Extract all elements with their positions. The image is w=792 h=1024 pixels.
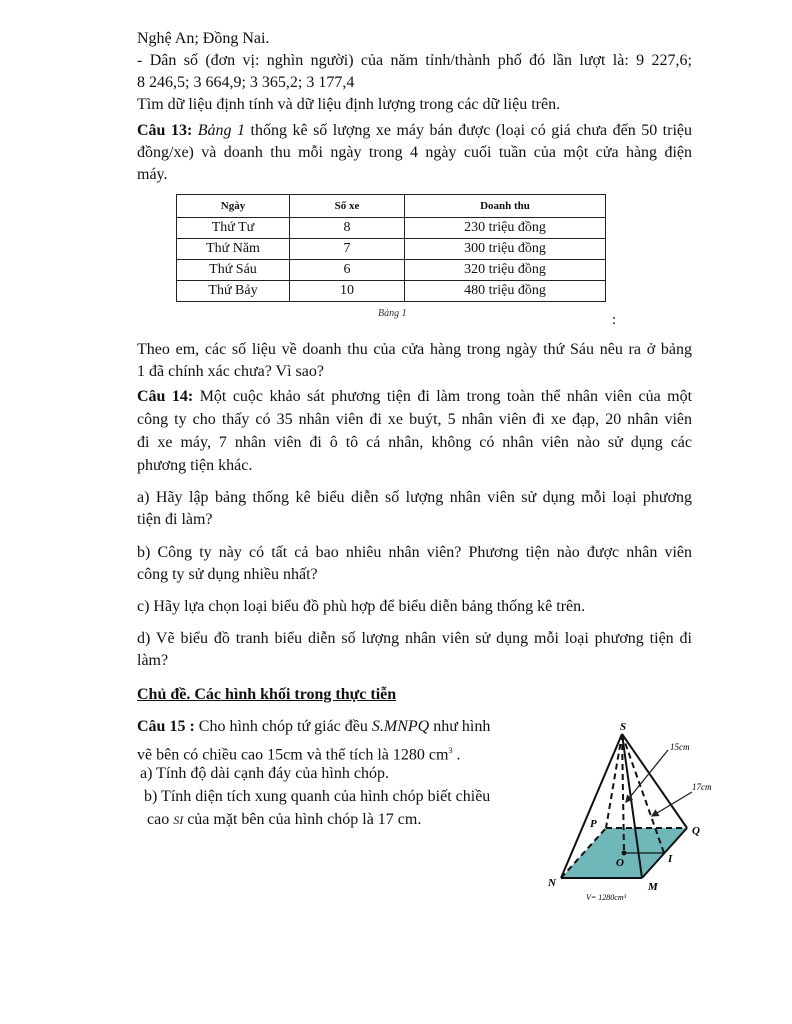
q15-text-2a: vẽ bên có chiều cao 15cm và thể tích là 1280 cm <box>137 746 449 764</box>
q15-var-si: SI <box>173 813 184 827</box>
q15-text-2b: . <box>452 746 461 764</box>
cell-count: 6 <box>290 260 405 281</box>
q15-text-b2a: cao <box>147 811 174 828</box>
q13-table-ref: Bảng 1 <box>197 122 246 139</box>
cell-day: Thứ Bảy <box>177 281 290 302</box>
label-p: P <box>590 818 597 830</box>
sales-table <box>176 194 606 302</box>
trailing-colon: : <box>612 312 617 328</box>
q14-line-1 <box>137 386 692 408</box>
label-s: S <box>620 721 627 733</box>
q14-line-4: phương tiện khác. <box>137 457 253 474</box>
label-n: N <box>548 877 556 889</box>
pyramid-figure <box>540 716 720 906</box>
q13-question-line-1: Theo em, các số liệu về doanh thu của cửa hàng trong ngày thứ Sáu nêu ra ở bảng <box>137 341 692 358</box>
header-count: Số xe <box>290 195 405 218</box>
header-revenue: Doanh thu <box>405 195 606 218</box>
label-i: I <box>668 853 673 865</box>
table-row <box>177 281 606 302</box>
cell-day: Thứ Sáu <box>177 260 290 281</box>
header-day: Ngày <box>177 195 290 218</box>
label-o: O <box>616 857 624 869</box>
q13-label: Câu 13: <box>137 122 193 139</box>
q15-a: a) Tính độ dài cạnh đáy của hình chóp. <box>140 765 389 782</box>
q15-shape-name: S.MNPQ <box>371 718 430 735</box>
intro-line-4: Tìm dữ liệu định tính và dữ liệu định lượng trong các dữ liệu trên. <box>137 96 561 113</box>
q13-line-2: đồng/xe) và doanh thu mỗi ngày trong 4 ngày cuối tuần của một cửa hàng điện <box>137 144 692 161</box>
cell-day: Thứ Tư <box>177 218 290 239</box>
q14-line-3: đi xe máy, 7 nhân viên đi ô tô cá nhân, không có nhân viên nào sử dụng các <box>137 434 692 451</box>
table-header-row <box>177 195 606 218</box>
q15-sup: 3 <box>448 746 453 755</box>
q15-text-b2b: của mặt bên của hình chóp là 17 cm. <box>183 811 422 828</box>
q13-line-3: máy. <box>137 166 168 183</box>
label-slant: 17cm <box>692 782 712 792</box>
q15-b-line-1: b) Tính diện tích xung quanh của hình chóp biết chiều <box>144 788 491 805</box>
cell-revenue: 320 triệu đồng <box>405 260 606 281</box>
q14-a-line-2: tiện đi làm? <box>137 511 213 528</box>
cell-count: 8 <box>290 218 405 239</box>
cell-day: Thứ Năm <box>177 239 290 260</box>
topic-heading: Chủ đề. Các hình khối trong thực tiễn <box>137 686 397 703</box>
q14-b-line-1: b) Công ty này có tất cả bao nhiêu nhân viên? Phương tiện nào được nhân viên <box>137 544 692 561</box>
cell-count: 10 <box>290 281 405 302</box>
label-height: 15cm <box>670 742 690 752</box>
label-volume: V= 1280cm³ <box>586 893 627 902</box>
intro-line-1: Nghệ An; Đồng Nai. <box>137 30 270 47</box>
q13-line-1 <box>137 120 692 142</box>
q14-a-line-1: a) Hãy lập bảng thống kê biểu diễn số lượng nhân viên sử dụng mỗi loại phương <box>137 489 692 506</box>
q13-text-a: thống kê số lượng xe máy bán được (loại có giá chưa đến 50 triệu <box>245 122 693 139</box>
label-m: M <box>648 881 658 893</box>
q14-text: Một cuộc khảo sát phương tiện đi làm trong toàn thể nhân viên của một <box>193 388 693 405</box>
label-q: Q <box>692 825 700 837</box>
intro-line-3: 8 246,5; 3 664,9; 3 365,2; 3 177,4 <box>137 74 355 91</box>
q14-b-line-2: công ty sử dụng nhiều nhất? <box>137 566 318 583</box>
q14-c-line: c) Hãy lựa chọn loại biểu đồ phù hợp để biểu diễn bảng thống kê trên. <box>137 598 586 615</box>
table-caption: Bảng 1 <box>378 308 407 319</box>
cell-revenue: 480 triệu đồng <box>405 281 606 302</box>
q15-text-1b: như hình <box>429 718 491 735</box>
cell-count: 7 <box>290 239 405 260</box>
q15-text-1a: Cho hình chóp tứ giác đều <box>194 718 372 735</box>
q14-d-line-1: d) Vẽ biểu đồ tranh biểu diễn số lượng nhân viên sử dụng mỗi loại phương tiện đi <box>137 630 692 647</box>
q14-label: Câu 14: <box>137 388 194 405</box>
table-row <box>177 218 606 239</box>
q14-d-line-2: làm? <box>137 652 169 669</box>
table-row <box>177 239 606 260</box>
q15-b-line-2 <box>147 809 537 831</box>
table-row <box>177 260 606 281</box>
q15-line-1 <box>137 716 527 738</box>
intro-line-2: - Dân số (đơn vị: nghìn người) của năm tỉnh/thành phố đó lần lượt là: 9 227,6; <box>137 52 692 69</box>
q14-line-2: công ty cho thấy có 35 nhân viên đi xe buýt, 5 nhân viên đi xe đạp, 20 nhân viên <box>137 411 692 428</box>
cell-revenue: 230 triệu đồng <box>405 218 606 239</box>
q13-question-line-2: 1 đã chính xác chưa? Vì sao? <box>137 363 324 380</box>
cell-revenue: 300 triệu đồng <box>405 239 606 260</box>
q15-label: Câu 15 : <box>137 718 195 735</box>
